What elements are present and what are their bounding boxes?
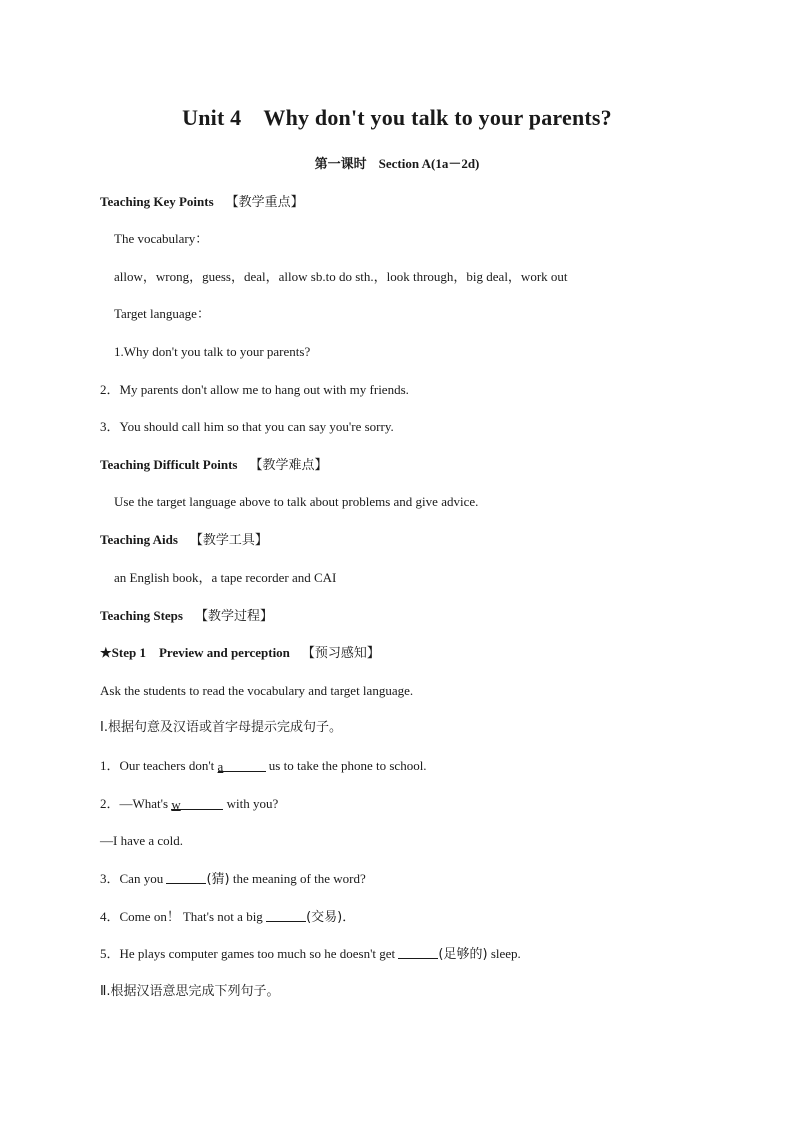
exercise1-q4 (100, 909, 355, 926)
q1-suffix: us to take the phone to school. (265, 758, 427, 773)
q3-suffix: the meaning of the word? (229, 871, 366, 886)
step1-title: ★Step 1 Preview and perception (100, 645, 290, 660)
key-points-title: Teaching Key Points (100, 194, 214, 209)
q4-number: 4． (100, 909, 120, 924)
q5-hint: (足够的) (438, 947, 488, 962)
section-label: Section A(1a－2d) (378, 156, 480, 171)
exercise1-q2-answer: —I have a cold. (100, 833, 184, 848)
difficult-points-heading (100, 457, 328, 474)
exercise1-heading: Ⅰ.根据句意及汉语或首字母提示完成句子。 (100, 720, 342, 735)
vocab-label: The vocabulary： (114, 231, 209, 246)
q2-initial-letter: w (171, 797, 181, 812)
q4-prefix: Come on！ That's not a big (119, 909, 267, 924)
target-language-label: Target language： (114, 306, 210, 321)
q4-hint: (交易) (306, 910, 343, 925)
exercise2-heading: Ⅱ.根据汉语意思完成下列句子。 (100, 984, 280, 999)
steps-title-cn: 【教学过程】 (194, 609, 273, 624)
q2-number: 2． (100, 796, 120, 811)
q2-prefix: —What's (119, 796, 172, 811)
step1-heading (100, 645, 380, 662)
difficult-points-title-cn: 【教学难点】 (249, 458, 328, 473)
q2-answer-blank[interactable] (171, 797, 223, 810)
q1-number: 1． (100, 758, 120, 773)
exercise1-q2 (100, 796, 278, 812)
page-title (0, 104, 794, 132)
q1-initial-letter: a (217, 759, 224, 774)
q3-number: 3． (100, 871, 120, 886)
steps-heading (100, 608, 273, 625)
q3-prefix: Can you (119, 871, 167, 886)
steps-title: Teaching Steps (100, 608, 183, 623)
q4-answer-blank[interactable] (266, 909, 306, 922)
unit-question: Why don't you talk to your parents? (263, 105, 612, 130)
step1-text: Ask the students to read the vocabulary and target language. (100, 683, 414, 698)
aids-title: Teaching Aids (100, 532, 178, 547)
lesson-subtitle (0, 156, 794, 173)
q5-number: 5． (100, 946, 120, 961)
q3-answer-blank[interactable] (166, 871, 206, 884)
difficult-points-text: Use the target language above to talk about problems and give advice. (114, 494, 479, 509)
target-sentence-2: 2．My parents don't allow me to hang out with my friends. (100, 382, 409, 397)
target-sentence-1: 1.Why don't you talk to your parents? (114, 344, 311, 359)
difficult-points-title: Teaching Difficult Points (100, 457, 238, 472)
exercise1-q1 (100, 758, 427, 774)
q1-prefix: Our teachers don't (119, 758, 218, 773)
target-sentence-3: 3．You should call him so that you can say you're sorry. (100, 419, 394, 434)
vocab-list: allow，wrong，guess，deal，allow sb.to do sth.，look through，big deal，work out (114, 269, 568, 284)
unit-label: Unit 4 (182, 105, 242, 130)
q5-suffix: sleep. (487, 946, 521, 961)
q5-prefix: He plays computer games too much so he doesn't get (119, 946, 399, 961)
q1-answer-blank[interactable] (218, 759, 266, 772)
aids-text: an English book，a tape recorder and CAI (114, 570, 337, 585)
exercise1-q5 (100, 946, 521, 963)
aids-heading (100, 532, 268, 549)
step1-title-cn: 【预习感知】 (301, 646, 380, 661)
q2-suffix: with you? (223, 796, 279, 811)
lesson-label: 第一课时 (314, 157, 367, 172)
q3-hint: (猜) (206, 872, 230, 887)
key-points-title-cn: 【教学重点】 (225, 195, 304, 210)
exercise1-q3 (100, 871, 366, 888)
key-points-heading (100, 194, 304, 211)
aids-title-cn: 【教学工具】 (189, 533, 268, 548)
q5-answer-blank[interactable] (398, 946, 438, 959)
q4-suffix: ． (342, 909, 356, 924)
